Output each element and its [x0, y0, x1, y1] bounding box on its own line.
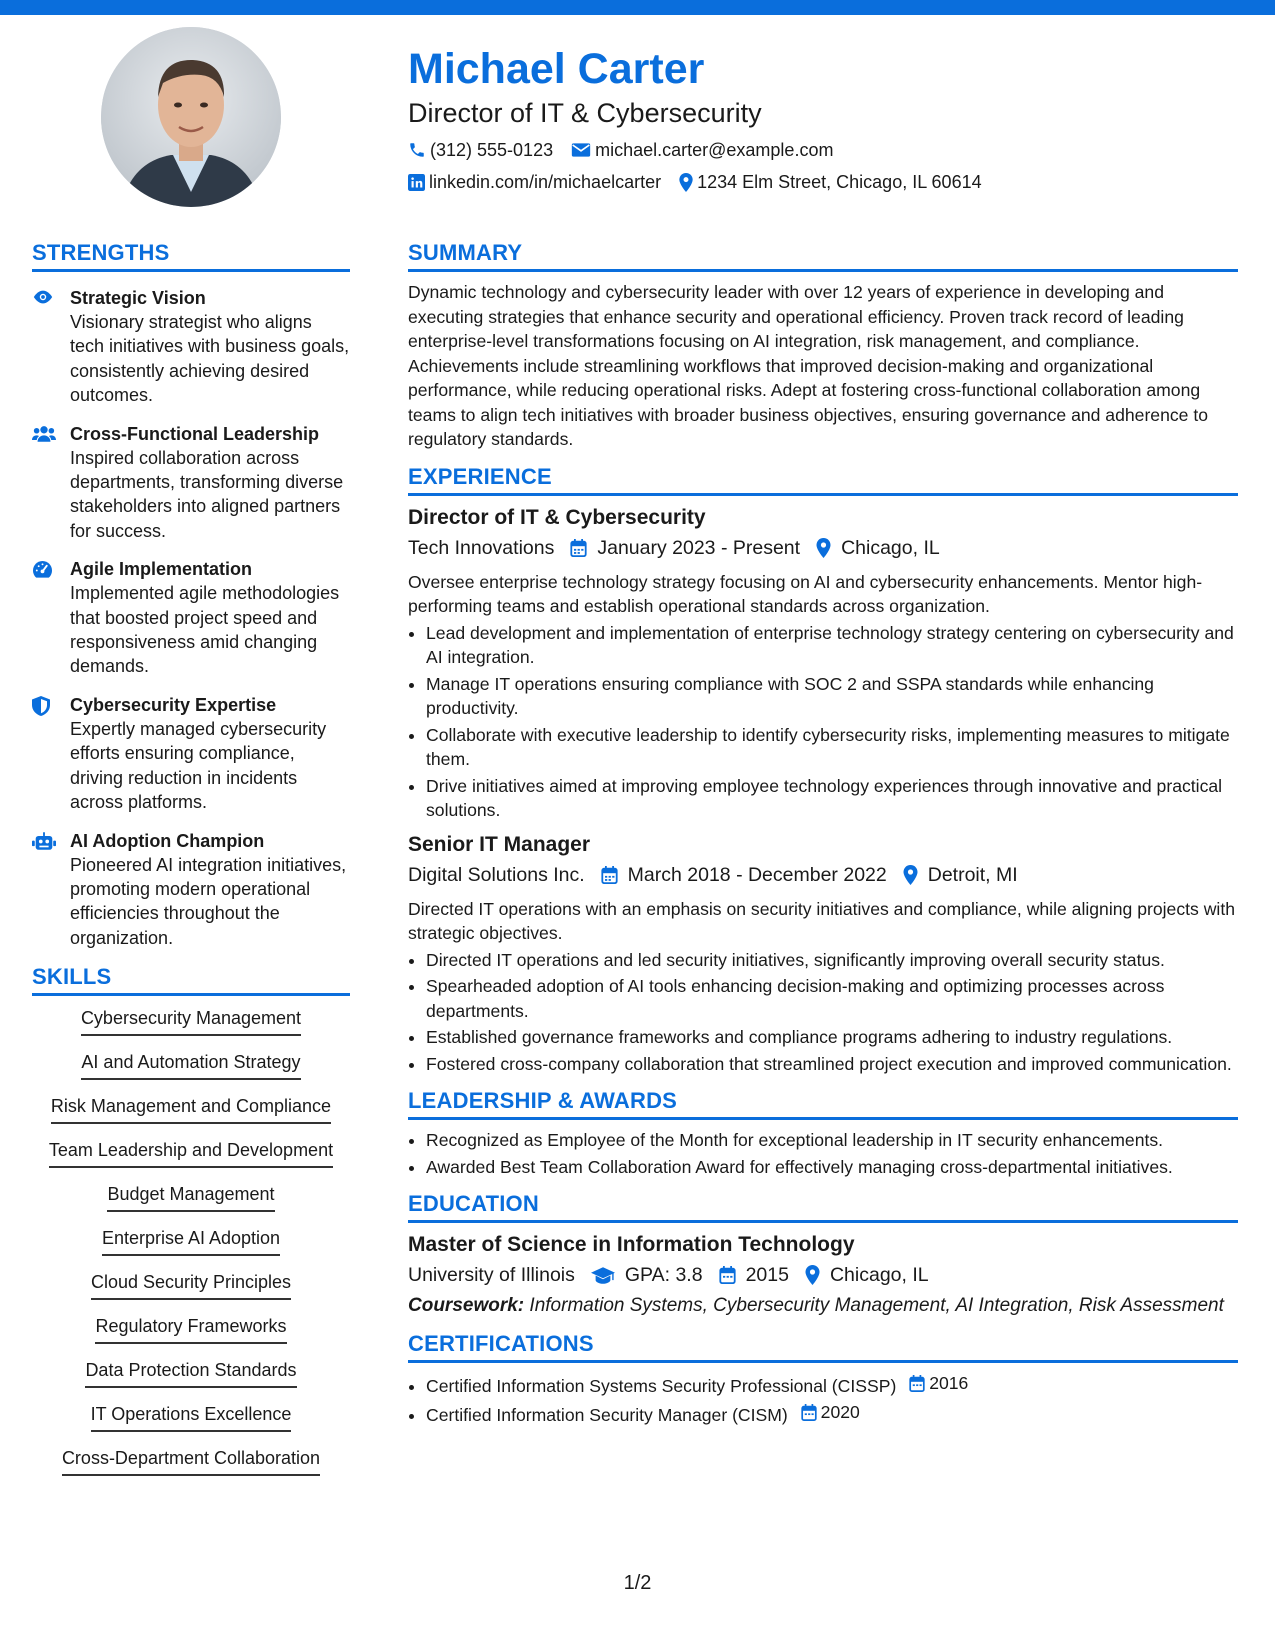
shield-icon — [32, 696, 50, 716]
phone-text: (312) 555-0123 — [430, 140, 554, 160]
job-summary: Oversee enterprise technology strategy focusing on AI and cybersecurity enhancements. Mentor high-performing teams and establish operational standards across organization. — [408, 571, 1203, 616]
left-column — [32, 240, 350, 1490]
job-bullet: • Spearheaded adoption of AI tools enhancing decision-making and optimizing processes across departments. — [426, 974, 1238, 1023]
certifications-heading: CERTIFICATIONS — [408, 1331, 1238, 1363]
strength-title: Cross-Functional Leadership — [70, 423, 320, 444]
job-company: Digital Solutions Inc. — [408, 863, 585, 886]
skill-item: Risk Management and Compliance — [51, 1094, 331, 1124]
map-pin-icon — [679, 173, 693, 192]
strength-desc: Pioneered AI integration initiatives, promoting modern operational efficiencies throughout the organization. — [70, 854, 347, 948]
skills-list — [32, 1006, 350, 1490]
candidate-role: Director of IT & Cybersecurity — [408, 98, 762, 128]
linkedin-contact[interactable] — [408, 170, 661, 194]
job-meta — [408, 861, 1238, 889]
job-bullet: • Established governance frameworks and compliance programs adhering to industry regulations. — [426, 1025, 1238, 1050]
calendar-icon — [801, 1404, 817, 1421]
strength-item — [32, 286, 350, 408]
profile-photo — [101, 27, 281, 207]
linkedin-icon — [408, 174, 425, 191]
strength-desc: Visionary strategist who aligns tech initiatives with business goals, consistently achieving desired outcomes. — [70, 312, 350, 406]
page-number: 1/2 — [623, 1572, 652, 1594]
linkedin-text: linkedin.com/in/michaelcarter — [429, 172, 662, 192]
phone-contact[interactable] — [408, 138, 553, 162]
calendar-icon — [570, 539, 587, 557]
map-pin-icon — [903, 865, 918, 885]
robot-icon — [32, 832, 56, 851]
strength-item — [32, 829, 350, 951]
certifications-list — [408, 1371, 1238, 1428]
phone-icon — [408, 141, 426, 159]
job-bullet: • Directed IT operations and led security initiatives, significantly improving overall security status. — [426, 948, 1238, 973]
job-location: Detroit, MI — [927, 863, 1018, 886]
skill-item: Team Leadership and Development — [49, 1138, 333, 1168]
job-bullet: • Manage IT operations ensuring compliance with SOC 2 and SSPA standards while enhancing productivity. — [426, 672, 1238, 721]
certification-item — [426, 1371, 1238, 1398]
job-title: Director of IT & Cybersecurity — [408, 505, 706, 529]
skill-item: Cybersecurity Management — [81, 1006, 301, 1036]
education-heading: EDUCATION — [408, 1191, 1238, 1223]
skill-item: IT Operations Excellence — [91, 1402, 292, 1432]
email-text: michael.carter@example.com — [595, 140, 834, 160]
strengths-list — [32, 286, 350, 950]
skill-item: Data Protection Standards — [85, 1358, 296, 1388]
certification-year: 2016 — [929, 1373, 969, 1393]
strength-title: Strategic Vision — [70, 288, 206, 308]
address-contact — [679, 170, 982, 194]
job-bullets — [408, 621, 1238, 823]
experience-heading: EXPERIENCE — [408, 464, 1238, 496]
coursework-label: Coursework: — [408, 1295, 525, 1316]
graduation-year: 2015 — [745, 1264, 789, 1286]
skill-item: Cloud Security Principles — [91, 1270, 291, 1300]
job-bullet: • Collaborate with executive leadership to identify cybersecurity risks, implementing measures to mitigate them. — [426, 723, 1238, 772]
awards-heading: LEADERSHIP & AWARDS — [408, 1088, 1238, 1120]
calendar-icon — [909, 1375, 925, 1392]
header — [408, 42, 1238, 194]
certification-name: Certified Information Security Manager (CISM) — [426, 1405, 788, 1425]
job-company: Tech Innovations — [408, 536, 555, 559]
map-pin-icon — [816, 538, 831, 558]
job-meta — [408, 534, 1238, 562]
gpa: GPA: 3.8 — [624, 1264, 703, 1286]
contact-row-2 — [408, 170, 1238, 194]
strength-desc: Inspired collaboration across departments, transforming diverse stakeholders into aligned partners for success. — [70, 447, 344, 541]
strength-title: Cybersecurity Expertise — [70, 694, 277, 715]
school-location: Chicago, IL — [829, 1264, 929, 1286]
skill-item: AI and Automation Strategy — [81, 1050, 300, 1080]
calendar-icon — [719, 1266, 736, 1284]
strengths-heading: STRENGTHS — [32, 240, 350, 272]
summary-heading: SUMMARY — [408, 240, 1238, 272]
job-bullet: • Drive initiatives aimed at improving employee technology experiences through innovative and practical solutions. — [426, 774, 1238, 823]
strength-title: Agile Implementation — [70, 559, 253, 580]
job-summary: Directed IT operations with an emphasis on security initiatives and compliance, while aligning projects with strategic objectives. — [408, 898, 1235, 943]
coursework-text: Information Systems, Cybersecurity Management, AI Integration, Risk Assessment — [529, 1295, 1224, 1316]
strength-title: AI Adoption Champion — [70, 830, 265, 851]
candidate-name: Michael Carter — [408, 45, 705, 93]
job-bullet: • Lead development and implementation of enterprise technology strategy centering on cybersecurity and AI integration. — [426, 621, 1238, 670]
skill-item: Regulatory Frameworks — [95, 1314, 286, 1344]
strength-item — [32, 557, 350, 679]
strength-item — [32, 693, 350, 815]
calendar-icon — [601, 866, 618, 884]
summary-text: Dynamic technology and cybersecurity leader with over 12 years of experience in developing and executing strategies that enhance security and operational efficiency. Proven track record of leading enterprise-level transformations focusing on AI integration, risk management, and compliance. Achievements include streamlining workflows that improved decision-making and organizational performance, while reducing operational risks. Adept at fostering cross-functional collaboration among teams to align tech initiatives with broader business objectives, ensuring governance and adherence to regulatory standards. — [408, 282, 1209, 449]
person-portrait-icon — [101, 27, 281, 207]
envelope-icon — [571, 142, 591, 158]
skill-item: Budget Management — [107, 1182, 274, 1212]
job-location: Chicago, IL — [841, 536, 940, 559]
certification-year: 2020 — [820, 1402, 860, 1423]
right-column — [408, 240, 1238, 1430]
education-meta — [408, 1261, 1238, 1289]
address-text: 1234 Elm Street, Chicago, IL 60614 — [697, 172, 982, 192]
strength-desc: Implemented agile methodologies that boosted project speed and responsiveness amid changing demands. — [70, 583, 340, 677]
job-dates: January 2023 - Present — [597, 536, 801, 559]
job-dates: March 2018 - December 2022 — [627, 863, 887, 886]
users-icon — [32, 425, 56, 442]
eye-icon — [32, 289, 54, 305]
map-pin-icon — [805, 1265, 820, 1285]
skill-item: Cross-Department Collaboration — [62, 1446, 320, 1476]
top-accent-bar — [0, 0, 1275, 15]
award-item: • Awarded Best Team Collaboration Award for effectively managing cross-departmental initiatives. — [426, 1155, 1238, 1180]
awards-list — [408, 1128, 1238, 1179]
strength-desc: Expertly managed cybersecurity efforts ensuring compliance, driving reduction in incidents across platforms. — [70, 718, 327, 813]
contact-row-1 — [408, 138, 1238, 162]
job-entry — [408, 831, 1238, 1077]
award-item: • Recognized as Employee of the Month for exceptional leadership in IT security enhancements. — [426, 1128, 1238, 1153]
certification-item — [426, 1400, 1238, 1427]
certification-name: Certified Information Systems Security Professional (CISSP) — [426, 1375, 897, 1396]
gauge-icon — [32, 560, 53, 579]
degree-title: Master of Science in Information Technology — [408, 1233, 855, 1256]
skill-item: Enterprise AI Adoption — [102, 1226, 280, 1256]
coursework-line — [408, 1293, 1238, 1319]
job-entry — [408, 504, 1238, 823]
email-contact[interactable] — [571, 138, 833, 162]
strength-item — [32, 422, 350, 544]
skills-heading: SKILLS — [32, 964, 350, 996]
job-bullets — [408, 948, 1238, 1077]
graduation-cap-icon — [591, 1267, 615, 1284]
job-bullet: • Fostered cross-company collaboration that streamlined project execution and improved communication. — [426, 1052, 1238, 1077]
school-name: University of Illinois — [408, 1264, 575, 1286]
job-title: Senior IT Manager — [408, 832, 591, 856]
